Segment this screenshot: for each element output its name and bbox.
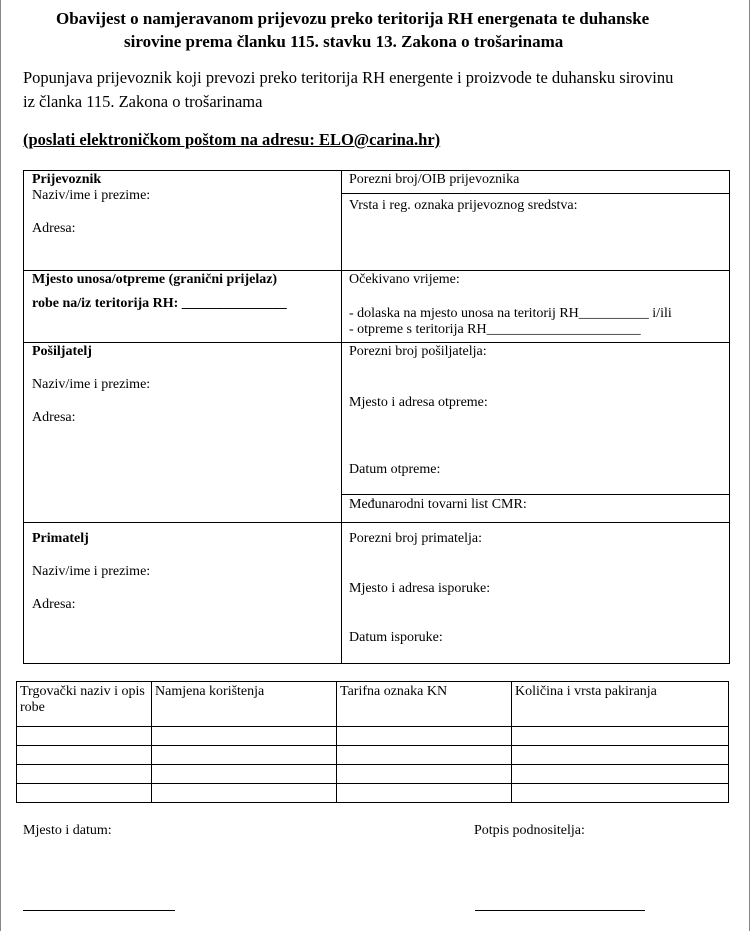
column-header-trade-name: Trgovački naziv i opis robe bbox=[20, 684, 145, 715]
receiver-tax-field[interactable]: Porezni broj primatelja: bbox=[349, 531, 482, 546]
divider bbox=[23, 522, 730, 523]
table-row-divider bbox=[16, 745, 729, 746]
sender-address-field[interactable]: Adresa: bbox=[32, 410, 76, 425]
carrier-tax-field[interactable]: Porezni broj/OIB prijevoznika bbox=[349, 172, 520, 187]
signature-label: Potpis podnositelja: bbox=[474, 823, 585, 838]
intro-line-2: iz članka 115. Zakona o trošarinama bbox=[23, 92, 263, 111]
carrier-vehicle-field[interactable]: Vrsta i reg. oznaka prijevoznog sredstva: bbox=[349, 198, 578, 213]
divider bbox=[511, 681, 512, 803]
title-line-2: sirovine prema članku 115. stavku 13. Zakona o trošarinama bbox=[124, 32, 564, 51]
email-note: (poslati elektroničkom poštom na adresu: ELO@carina.hr) bbox=[23, 130, 441, 149]
receiver-address-field[interactable]: Adresa: bbox=[32, 597, 76, 612]
expected-time-label: Očekivano vrijeme: bbox=[349, 272, 460, 287]
divider bbox=[23, 270, 730, 271]
carrier-name-field[interactable]: Naziv/ime i prezime: bbox=[32, 188, 151, 203]
divider bbox=[23, 342, 730, 343]
crossing-field[interactable]: robe na/iz teritorija RH: _______________ bbox=[32, 296, 287, 311]
column-header-quantity: Količina i vrsta pakiranja bbox=[515, 684, 657, 699]
sender-date-field[interactable]: Datum otpreme: bbox=[349, 462, 441, 477]
receiver-place-field[interactable]: Mjesto i adresa isporuke: bbox=[349, 581, 491, 596]
column-header-purpose: Namjena korištenja bbox=[155, 684, 265, 699]
cmr-field[interactable]: Međunarodni tovarni list CMR: bbox=[349, 497, 527, 512]
arrival-time-field[interactable]: - dolaska na mjesto unosa na teritorij RH__________ i/ili bbox=[349, 306, 672, 321]
divider bbox=[336, 681, 337, 803]
table-row-divider bbox=[16, 783, 729, 784]
intro-line-1: Popunjava prijevoznik koji prevozi preko teritorija RH energente i proizvode te duhansku sirovinu bbox=[23, 68, 674, 87]
signature-line[interactable] bbox=[475, 910, 645, 911]
sender-tax-field[interactable]: Porezni broj pošiljatelja: bbox=[349, 344, 487, 359]
table-row-divider bbox=[16, 764, 729, 765]
carrier-heading: Prijevoznik bbox=[32, 172, 102, 187]
column-header-tariff: Tarifna oznaka KN bbox=[340, 684, 448, 699]
place-date-line[interactable] bbox=[23, 910, 175, 911]
receiver-date-field[interactable]: Datum isporuke: bbox=[349, 630, 443, 645]
divider bbox=[341, 193, 730, 194]
table-row-divider bbox=[16, 726, 729, 727]
divider bbox=[341, 494, 730, 495]
dispatch-time-field[interactable]: - otpreme s teritorija RH______________________ bbox=[349, 322, 641, 337]
sender-heading: Pošiljatelj bbox=[32, 344, 92, 359]
carrier-address-field[interactable]: Adresa: bbox=[32, 221, 76, 236]
title-line-1: Obavijest o namjeravanom prijevozu preko teritorija RH energenata te duhanske bbox=[56, 9, 650, 28]
sender-place-field[interactable]: Mjesto i adresa otpreme: bbox=[349, 395, 488, 410]
receiver-name-field[interactable]: Naziv/ime i prezime: bbox=[32, 564, 151, 579]
crossing-label-1: Mjesto unosa/otpreme (granični prijelaz) bbox=[32, 272, 278, 287]
divider bbox=[151, 681, 152, 803]
divider bbox=[341, 170, 342, 664]
place-date-label: Mjesto i datum: bbox=[23, 823, 112, 838]
sender-name-field[interactable]: Naziv/ime i prezime: bbox=[32, 377, 151, 392]
receiver-heading: Primatelj bbox=[32, 531, 89, 546]
